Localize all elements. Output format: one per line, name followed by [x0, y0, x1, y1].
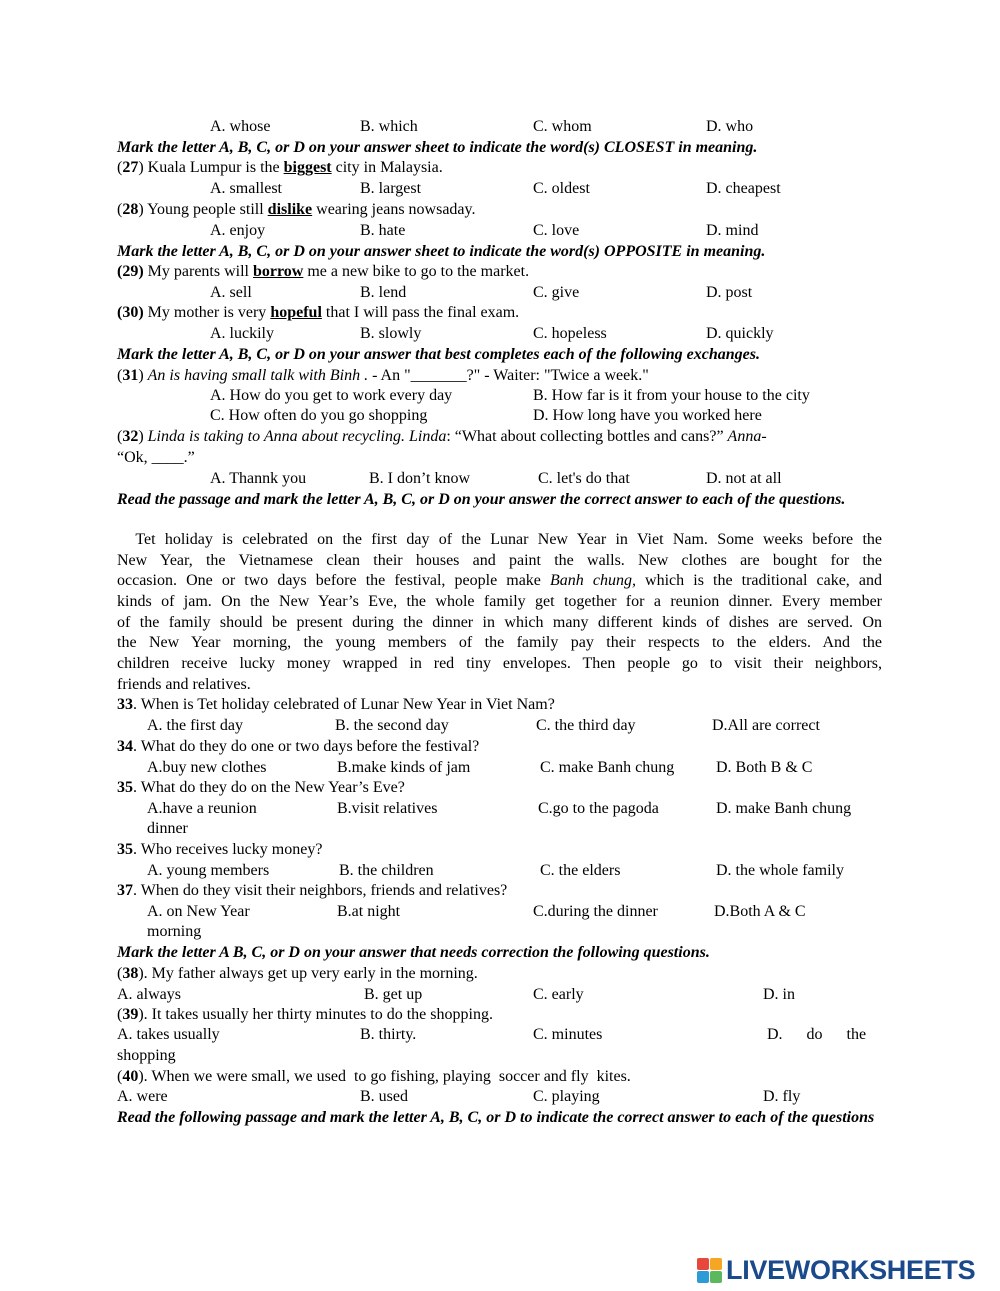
option-b[interactable]: B. the second day: [335, 717, 449, 734]
option-a[interactable]: A. Thannk you: [210, 470, 307, 487]
question-number: 35: [117, 841, 133, 858]
passage-line: kinds of jam. On the New Year’s Eve, the whole family get together for a reunion dinner. Every member: [117, 593, 882, 610]
question-context: Linda is taking to Anna about recycling. Linda: [147, 428, 447, 445]
option-b[interactable]: B.visit relatives: [337, 800, 438, 817]
option-c[interactable]: C. early: [533, 986, 584, 1003]
question-text: . What do they do on the New Year’s Eve?: [133, 779, 405, 796]
instruction-closest: Mark the letter A, B, C, or D on your answer sheet to indicate the word(s) CLOSEST in meaning.: [117, 139, 758, 156]
passage-text: occasion. One or two days before the festival, people make: [117, 572, 550, 589]
question-text: My mother is very: [147, 304, 267, 321]
target-word: dislike: [267, 201, 313, 218]
question-number: 38: [122, 965, 139, 982]
question-text: . When do they visit their neighbors, friends and relatives?: [133, 882, 508, 899]
target-word: biggest: [283, 159, 332, 176]
option-a[interactable]: A. whose: [210, 118, 271, 135]
option-c[interactable]: C. whom: [533, 118, 592, 135]
option-c[interactable]: C. give: [533, 284, 580, 301]
option-b[interactable]: B. How far is it from your house to the city: [533, 387, 810, 404]
logo-square: [710, 1258, 722, 1270]
question-text: My parents will: [147, 263, 249, 280]
question-context: An is having small talk with Binh .: [147, 367, 369, 384]
question-35: [117, 778, 405, 798]
question-number: 33: [117, 696, 133, 713]
logo-square: [697, 1258, 709, 1270]
passage-line: children receive lucky money wrapped in red tiny envelopes. Then people go to visit their neighbors,: [117, 655, 882, 672]
target-word: hopeful: [270, 304, 322, 321]
option-c[interactable]: C.go to the pagoda: [538, 800, 659, 817]
question-text: . What do they do one or two days before the festival?: [133, 738, 480, 755]
option-d[interactable]: D.All are correct: [712, 717, 820, 734]
option-a[interactable]: A. on New Year: [147, 903, 250, 920]
question-text: ). My father always get up very early in the morning.: [138, 965, 478, 982]
option-b[interactable]: B.make kinds of jam: [337, 759, 471, 776]
option-d[interactable]: D. Both B & C: [716, 759, 813, 776]
option-c[interactable]: C. love: [533, 222, 580, 239]
option-c[interactable]: C. the elders: [540, 862, 621, 879]
option-a[interactable]: A. takes usually: [117, 1026, 220, 1043]
option-d[interactable]: D. fly: [763, 1088, 801, 1105]
question-28: (28) Young people still dislike wearing jeans nowsaday.: [117, 201, 476, 218]
option-a[interactable]: A.have a reunion: [147, 800, 257, 817]
speaker-label: Anna-: [727, 428, 767, 445]
passage-line: of the family should be present during the dinner in which many different kinds of dishes are served. On: [117, 614, 882, 631]
option-d[interactable]: D. who: [706, 118, 754, 135]
question-number: 35: [117, 779, 133, 796]
passage-line: Tet holiday is celebrated on the first day of the Lunar New Year in Viet Nam. Some weeks before the: [117, 531, 882, 548]
question-number: 34: [117, 738, 133, 755]
option-a[interactable]: A. young members: [147, 862, 270, 879]
question-number: 31: [122, 367, 139, 384]
question-text: Kuala Lumpur is the: [147, 159, 280, 176]
question-30: [117, 303, 519, 323]
option-a[interactable]: A. smallest: [210, 180, 282, 197]
target-word: borrow: [252, 263, 304, 280]
option-c[interactable]: C. oldest: [533, 180, 590, 197]
logo-square: [697, 1271, 709, 1283]
option-a-continued[interactable]: morning: [147, 923, 202, 940]
passage-line: New Year, the Vietnamese clean their houses and paint the walls. New clothes are bought for the: [117, 552, 882, 569]
question-37: [117, 881, 507, 901]
option-a[interactable]: A. luckily: [210, 325, 274, 342]
option-b[interactable]: B. slowly: [360, 325, 422, 342]
question-31: (31) An is having small talk with Binh . - An "_______?" - Waiter: "Twice a week.": [117, 367, 649, 384]
option-b[interactable]: B. lend: [360, 284, 407, 301]
question-number: (29): [117, 263, 144, 280]
instruction-exchanges: Mark the letter A, B, C, or D on your answer that best completes each of the following exchanges.: [117, 346, 760, 363]
instruction-passage: Read the passage and mark the letter A, B, C, or D on your answer the correct answer to each of the questions.: [117, 491, 846, 508]
option-b[interactable]: B. largest: [360, 180, 422, 197]
option-d-continued[interactable]: shopping: [117, 1047, 176, 1064]
question-text: . Who receives lucky money?: [133, 841, 323, 858]
option-d[interactable]: D. quickly: [706, 325, 774, 342]
option-a-continued[interactable]: dinner: [147, 820, 188, 837]
question-40: (40). When we were small, we used to go fishing, playing soccer and fly kites.: [117, 1068, 631, 1085]
question-text: Young people still: [147, 201, 264, 218]
passage-text: which is the traditional cake, and: [635, 572, 882, 589]
option-d[interactable]: D. the whole family: [716, 862, 844, 879]
question-text: . When is Tet holiday celebrated of Lunar New Year in Viet Nam?: [133, 696, 555, 713]
question-text: wearing jeans nowsaday.: [316, 201, 476, 218]
question-number: 39: [122, 1006, 139, 1023]
option-c[interactable]: C. make Banh chung: [540, 759, 675, 776]
option-a[interactable]: A. enjoy: [210, 222, 266, 239]
question-quote: : “What about collecting bottles and cans?”: [446, 428, 724, 445]
question-number: (30): [117, 304, 144, 321]
option-b[interactable]: B. used: [360, 1088, 408, 1105]
question-38: (38). My father always get up very early in the morning.: [117, 965, 478, 982]
question-32-line2: “Ok, ____.”: [117, 449, 195, 466]
question-text: ). It takes usually her thirty minutes to do the shopping.: [138, 1006, 493, 1023]
option-b[interactable]: B. I don’t know: [369, 470, 471, 487]
question-text: me a new bike to go to the market.: [307, 263, 530, 280]
option-c[interactable]: C. playing: [533, 1088, 600, 1105]
passage-line: [117, 571, 882, 591]
question-number: 32: [122, 428, 139, 445]
option-b[interactable]: B. the children: [339, 862, 434, 879]
question-34: [117, 737, 479, 757]
option-b[interactable]: B. thirty.: [360, 1026, 417, 1043]
option-d[interactable]: D. make Banh chung: [716, 800, 852, 817]
option-d[interactable]: D. cheapest: [706, 180, 781, 197]
option-d[interactable]: D. do the: [767, 1026, 867, 1043]
option-b[interactable]: B. get up: [364, 986, 423, 1003]
question-27: (27) Kuala Lumpur is the biggest city in Malaysia.: [117, 159, 443, 176]
question-number: 27: [122, 159, 139, 176]
option-d[interactable]: D. mind: [706, 222, 759, 239]
question-29: [117, 262, 529, 282]
option-c[interactable]: C. How often do you go shopping: [210, 407, 428, 424]
option-a[interactable]: A. were: [117, 1088, 168, 1105]
question-text: that I will pass the final exam.: [325, 304, 520, 321]
passage-italic: Banh chung,: [550, 572, 636, 589]
option-c[interactable]: C. hopeless: [533, 325, 607, 342]
option-d[interactable]: D. in: [763, 986, 795, 1003]
question-text: city in Malaysia.: [335, 159, 443, 176]
option-d[interactable]: D. How long have you worked here: [533, 407, 762, 424]
option-b[interactable]: B.at night: [337, 903, 401, 920]
option-a[interactable]: A. the first day: [147, 717, 243, 734]
question-36: [117, 840, 322, 860]
question-number: 28: [122, 201, 139, 218]
option-a[interactable]: A. How do you get to work every day: [210, 387, 453, 404]
option-c[interactable]: C.during the dinner: [533, 903, 658, 920]
question-33: [117, 695, 555, 715]
option-a[interactable]: A.buy new clothes: [147, 759, 267, 776]
logo-mark-icon: [697, 1258, 722, 1283]
question-32: (32) Linda is taking to Anna about recycling. Linda: “What about collecting bottles and cans?” Anna-: [117, 428, 767, 445]
option-d[interactable]: D. post: [706, 284, 753, 301]
option-c[interactable]: C. minutes: [533, 1026, 603, 1043]
logo-square: [710, 1271, 722, 1283]
option-d[interactable]: D.Both A & C: [714, 903, 806, 920]
liveworksheets-logo: [697, 1256, 992, 1284]
option-c[interactable]: C. the third day: [536, 717, 636, 734]
option-b[interactable]: B. hate: [360, 222, 406, 239]
option-b[interactable]: B. which: [360, 118, 418, 135]
option-a[interactable]: A. sell: [210, 284, 252, 301]
instruction-correction: Mark the letter A B, C, or D on your answer that needs correction the following questions.: [117, 944, 710, 961]
question-text: ). When we were small, we used to go fishing, playing soccer and fly kites.: [138, 1068, 631, 1085]
option-a[interactable]: A. always: [117, 986, 181, 1003]
instruction-final: Read the following passage and mark the letter A, B, C, or D to indicate the correct answer to each of the questions: [117, 1109, 875, 1126]
question-dialog: - An "_______?" - Waiter: "Twice a week.": [372, 367, 649, 384]
option-d[interactable]: D. not at all: [706, 470, 782, 487]
question-number: 37: [117, 882, 133, 899]
passage-line: friends and relatives.: [117, 676, 251, 693]
question-39: (39). It takes usually her thirty minutes to do the shopping.: [117, 1006, 493, 1023]
logo-text: LIVEWORKSHEETS: [726, 1254, 976, 1285]
passage-line: the New Year morning, the young members of the family pay their respects to the elders. And the: [117, 634, 882, 651]
question-number: 40: [122, 1068, 139, 1085]
instruction-opposite: Mark the letter A, B, C, or D on your answer sheet to indicate the word(s) OPPOSITE in meaning.: [117, 243, 766, 260]
option-c[interactable]: C. let's do that: [538, 470, 630, 487]
